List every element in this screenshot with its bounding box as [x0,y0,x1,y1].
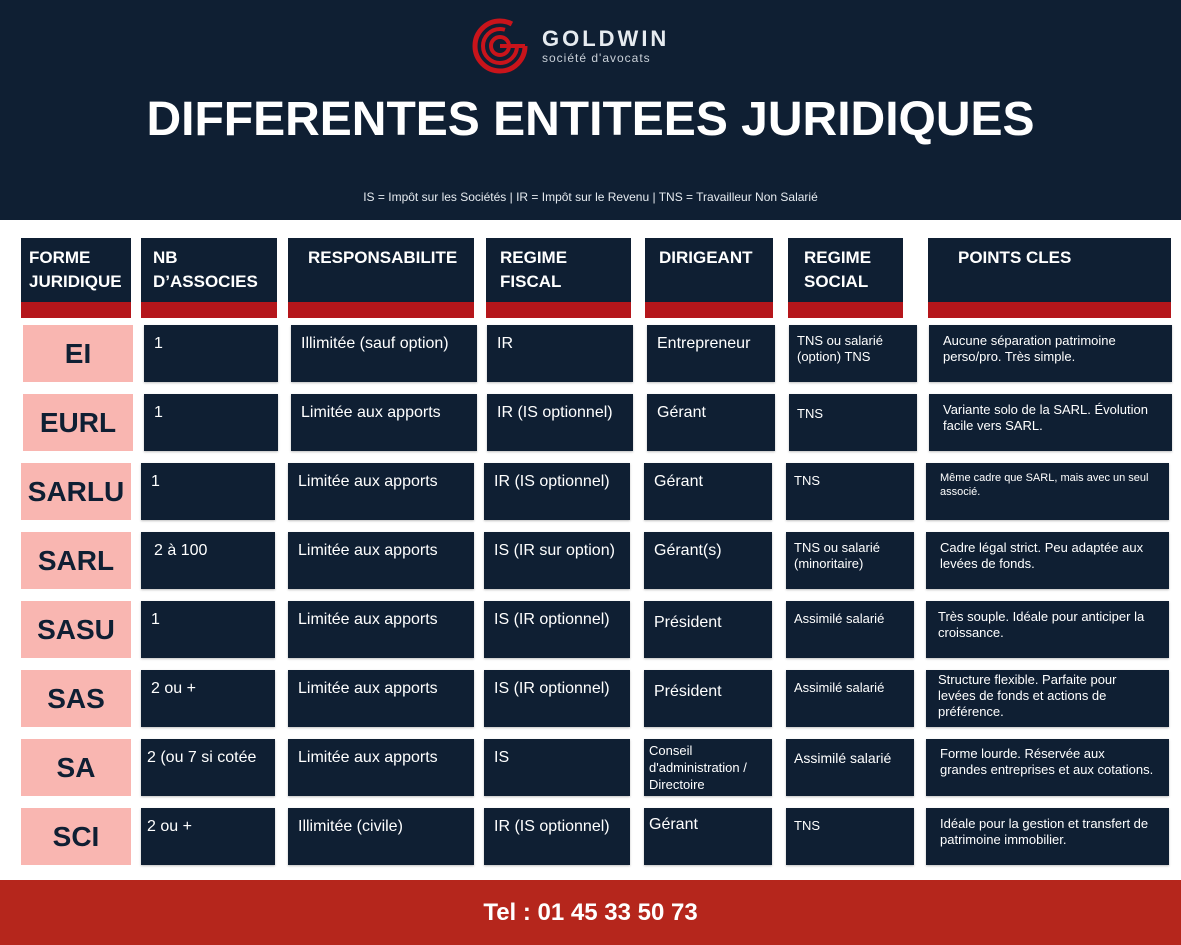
dirigeant-cell: Entrepreneur [647,325,775,382]
header [0,0,1181,220]
logo [472,18,669,74]
social-cell: TNS [786,463,914,520]
associes-cell: 2 (ou 7 si cotée [141,739,275,796]
forme-cell: EI [23,325,133,382]
forme-cell: SAS [21,670,131,727]
points-cell: Cadre légal strict. Peu adaptée aux levées de fonds. [926,532,1169,589]
abbreviation-legend: IS = Impôt sur les Sociétés | IR = Impôt sur le Revenu | TNS = Travailleur Non Salarié [363,190,818,204]
responsabilite-cell: Limitée aux apports [291,394,477,451]
associes-cell: 2 à 100 [141,532,275,589]
fiscal-cell: IS [484,739,630,796]
social-cell: TNS [789,394,917,451]
dirigeant-cell: Gérant [647,394,775,451]
fiscal-cell: IS (IR optionnel) [484,601,630,658]
forme-cell: EURL [23,394,133,451]
forme-cell: SARLU [21,463,131,520]
dirigeant-cell: Conseil d'administration / Directoire [644,739,772,796]
responsabilite-cell: Limitée aux apports [288,670,474,727]
points-cell: Variante solo de la SARL. Évolution facile vers SARL. [929,394,1172,451]
responsabilite-cell: Limitée aux apports [288,532,474,589]
associes-cell: 1 [144,394,278,451]
header-associes: NB D’ASSOCIES [141,238,277,318]
points-cell: Très souple. Idéale pour anticiper la croissance. [926,601,1169,658]
responsabilite-cell: Limitée aux apports [288,601,474,658]
social-cell: Assimilé salarié [786,601,914,658]
dirigeant-cell: Président [644,601,772,658]
social-cell: TNS ou salarié (minoritaire) [786,532,914,589]
header-points: POINTS CLES [928,238,1171,318]
dirigeant-cell: Gérant [644,808,772,865]
fiscal-cell: IR [487,325,633,382]
forme-cell: SCI [21,808,131,865]
fiscal-cell: IR (IS optionnel) [484,808,630,865]
associes-cell: 2 ou + [141,670,275,727]
goldwin-logo-icon [472,18,528,74]
dirigeant-cell: Gérant [644,463,772,520]
forme-cell: SA [21,739,131,796]
brand-name: GOLDWIN [542,26,670,51]
forme-cell: SASU [21,601,131,658]
points-cell: Même cadre que SARL, mais avec un seul associé. [926,463,1169,520]
header-forme: FORME JURIDIQUE [21,238,131,318]
dirigeant-cell: Gérant(s) [644,532,772,589]
responsabilite-cell: Illimitée (sauf option) [291,325,477,382]
fiscal-cell: IR (IS optionnel) [487,394,633,451]
dirigeant-cell: Président [644,670,772,727]
forme-cell: SARL [21,532,131,589]
social-cell: TNS [786,808,914,865]
page-title: DIFFERENTES ENTITEES JURIDIQUES [146,93,1035,146]
points-cell: Aucune séparation patrimoine perso/pro. Très simple. [929,325,1172,382]
associes-cell: 1 [144,325,278,382]
fiscal-cell: IR (IS optionnel) [484,463,630,520]
fiscal-cell: IS (IR optionnel) [484,670,630,727]
header-social: REGIME SOCIAL [788,238,903,318]
responsabilite-cell: Limitée aux apports [288,463,474,520]
associes-cell: 1 [141,463,275,520]
associes-cell: 1 [141,601,275,658]
header-dirigeant: DIRIGEANT [645,238,773,318]
fiscal-cell: IS (IR sur option) [484,532,630,589]
brand-subtitle: société d'avocats [542,51,651,65]
phone-number[interactable]: Tel : 01 45 33 50 73 [483,898,698,926]
social-cell: TNS ou salarié (option) TNS [789,325,917,382]
points-cell: Structure flexible. Parfaite pour levées de fonds et actions de préférence. [926,670,1169,727]
social-cell: Assimilé salarié [786,670,914,727]
header-fiscal: REGIME FISCAL [486,238,631,318]
points-cell: Forme lourde. Réservée aux grandes entreprises et aux cotations. [926,739,1169,796]
responsabilite-cell: Illimitée (civile) [288,808,474,865]
points-cell: Idéale pour la gestion et transfert de patrimoine immobilier. [926,808,1169,865]
associes-cell: 2 ou + [141,808,275,865]
responsabilite-cell: Limitée aux apports [288,739,474,796]
header-responsabilite: RESPONSABILITE [288,238,474,318]
footer-phone[interactable] [0,880,1181,945]
social-cell: Assimilé salarié [786,739,914,796]
